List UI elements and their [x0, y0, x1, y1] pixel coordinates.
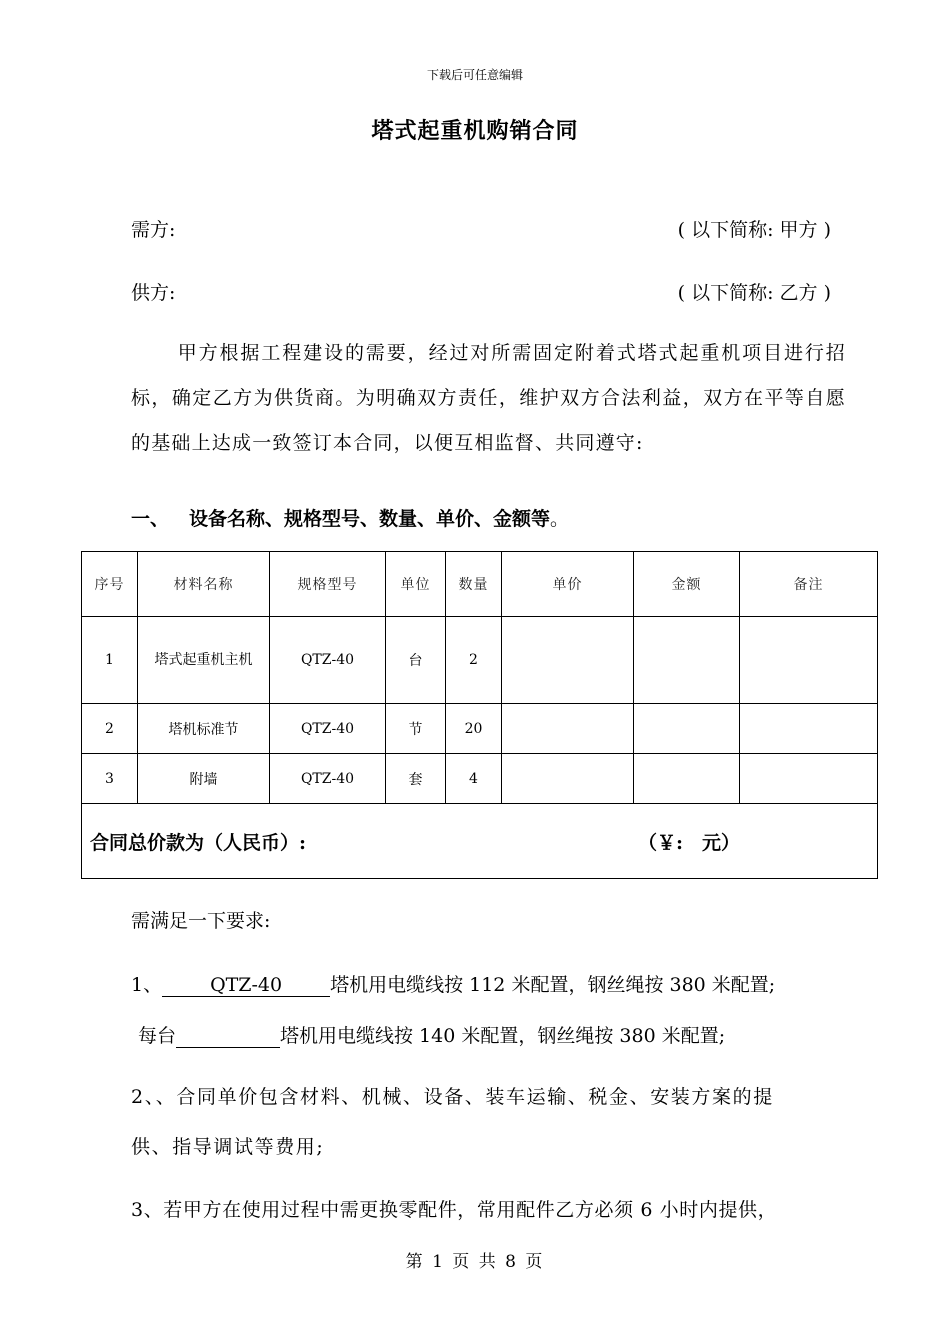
total-amount: （￥: 元）: [638, 832, 741, 854]
total-row: [82, 804, 878, 879]
table-cell: 20: [446, 704, 502, 754]
table-row: [82, 754, 878, 804]
requirement-1b: [138, 1021, 725, 1048]
col-header: 数量: [446, 552, 502, 617]
table-cell: 1: [82, 617, 138, 704]
table-cell: 2: [446, 617, 502, 704]
page-footer: 第 1 页 共 8 页: [405, 1252, 545, 1272]
col-header: 单位: [386, 552, 446, 617]
seller-abbreviation: ( 以下简称: 乙方 ): [677, 282, 831, 304]
table-row: [82, 704, 878, 754]
model-blank-underline: [176, 1025, 280, 1048]
col-header: 金额: [634, 552, 740, 617]
table-cell: QTZ-40: [270, 617, 386, 704]
col-header: 备注: [740, 552, 878, 617]
total-label: 合同总价款为（人民币）:: [90, 831, 307, 854]
model-underline: QTZ-40: [162, 974, 330, 997]
col-header: 单价: [502, 552, 634, 617]
table-cell: [740, 617, 878, 704]
table-cell: [634, 754, 740, 804]
requirements-intro: 需满足一下要求:: [131, 910, 271, 932]
col-header: 材料名称: [138, 552, 270, 617]
requirement-2-line1: 2、、合同单价包含材料、机械、设备、装车运输、税金、安装方案的提: [131, 1086, 774, 1108]
table-cell: [740, 704, 878, 754]
section-heading: [131, 504, 569, 531]
intro-paragraph: [131, 331, 846, 466]
table-row: [82, 617, 878, 704]
table-cell: [634, 704, 740, 754]
col-header: 序号: [82, 552, 138, 617]
seller-label: 供方:: [131, 282, 176, 304]
buyer-line: [131, 215, 831, 245]
requirement-3-line1: 3、若甲方在使用过程中需更换零配件，常用配件乙方必须 6 小时内提供，: [131, 1199, 778, 1221]
table-cell: 4: [446, 754, 502, 804]
table-cell: 3: [82, 754, 138, 804]
contract-title: 塔式起重机购销合同: [371, 118, 579, 144]
table-cell: 2: [82, 704, 138, 754]
section-title: 设备名称、规格型号、数量、单价、金额等: [189, 508, 551, 530]
table-cell: 塔机标准节: [138, 704, 270, 754]
table-cell: QTZ-40: [270, 704, 386, 754]
table-cell: 塔式起重机主机: [138, 617, 270, 704]
header-note: 下载后可任意编辑: [426, 68, 523, 82]
seller-line: [131, 278, 831, 308]
intro-text: 甲方根据工程建设的需要，经过对所需固定附着式塔式起重机项目进行招标，确定乙方为供货商。为明确双方责任，维护双方合法利益，双方在平等自愿的基础上达成一致签订本合同，以便互相监督、共同遵守:: [131, 342, 846, 454]
table-cell: [740, 754, 878, 804]
requirement-text: 塔机用电缆线按 140 米配置，钢丝绳按 380 米配置;: [280, 1025, 726, 1047]
col-header: 规格型号: [270, 552, 386, 617]
requirement-text: 塔机用电缆线按 112 米配置，钢丝绳按 380 米配置;: [330, 974, 776, 996]
table-header-row: [82, 552, 878, 617]
buyer-abbreviation: ( 以下简称: 甲方 ): [677, 219, 831, 241]
table-cell: [502, 704, 634, 754]
table-cell: 台: [386, 617, 446, 704]
total-cell: [82, 804, 878, 879]
table-cell: [634, 617, 740, 704]
table-cell: 套: [386, 754, 446, 804]
table-cell: [502, 754, 634, 804]
equipment-table: [81, 551, 878, 879]
table-cell: 附墙: [138, 754, 270, 804]
table-cell: 节: [386, 704, 446, 754]
buyer-label: 需方:: [131, 219, 176, 241]
requirement-number: 1、: [131, 974, 163, 996]
requirement-2-line2: 供、指导调试等费用;: [131, 1136, 325, 1158]
table-cell: [502, 617, 634, 704]
section-number: 一、: [131, 508, 170, 530]
table-cell: QTZ-40: [270, 754, 386, 804]
requirement-1: [131, 970, 775, 997]
requirement-prefix: 每台: [138, 1025, 177, 1047]
section-tail: 。: [550, 508, 570, 530]
